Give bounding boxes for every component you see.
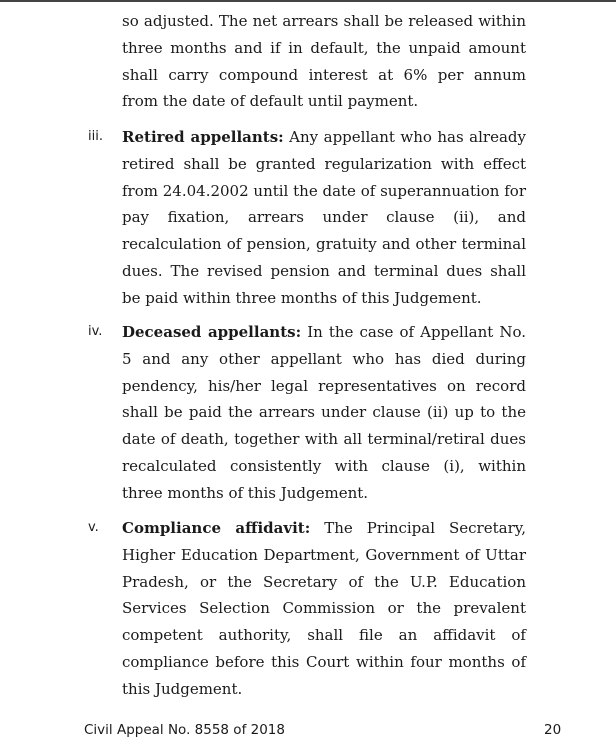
item-heading: Retired appellants:	[122, 128, 284, 146]
item-number: iii.	[88, 129, 103, 144]
footer-page-number: 20	[544, 722, 562, 738]
top-rule	[0, 0, 616, 2]
item-body	[122, 319, 526, 507]
item-number: iv.	[88, 324, 103, 339]
item-text: In the case of Appellant No. 5 and any other appellant who has died during pendency, his/her legal representatives on record shall be paid the arrears under clause (ii) up to the date of death, together with all terminal/retiral dues recalculated consistently with clause (i), within three months of this Judgement.	[122, 323, 526, 502]
item-body	[122, 124, 526, 312]
item-body	[122, 515, 526, 703]
continuation-paragraph: so adjusted. The net arrears shall be released within three months and if in default, the unpaid amount shall carry compound interest at 6% per annum from the date of default until payment.	[122, 12, 526, 111]
item-text: The Principal Secretary, Higher Education Department, Government of Uttar Pradesh, or the Secretary of the U.P. Education Services Selection Commission or the prevalent competent authority, shall file an affidavit of compliance before this Court within four months of this Judgement.	[122, 519, 526, 698]
item-text: Any appellant who has already retired shall be granted regularization with effect from 24.04.2002 until the date of superannuation for pay fixation, arrears under clause (ii), and recalculation of pension, gratuity and other terminal dues. The revised pension and terminal dues shall be paid within three months of this Judgement.	[122, 128, 526, 307]
item-number: v.	[88, 520, 99, 535]
item-heading: Compliance affidavit:	[122, 519, 311, 537]
footer-case-number: Civil Appeal No. 8558 of 2018	[84, 722, 285, 738]
item-heading: Deceased appellants:	[122, 323, 302, 341]
